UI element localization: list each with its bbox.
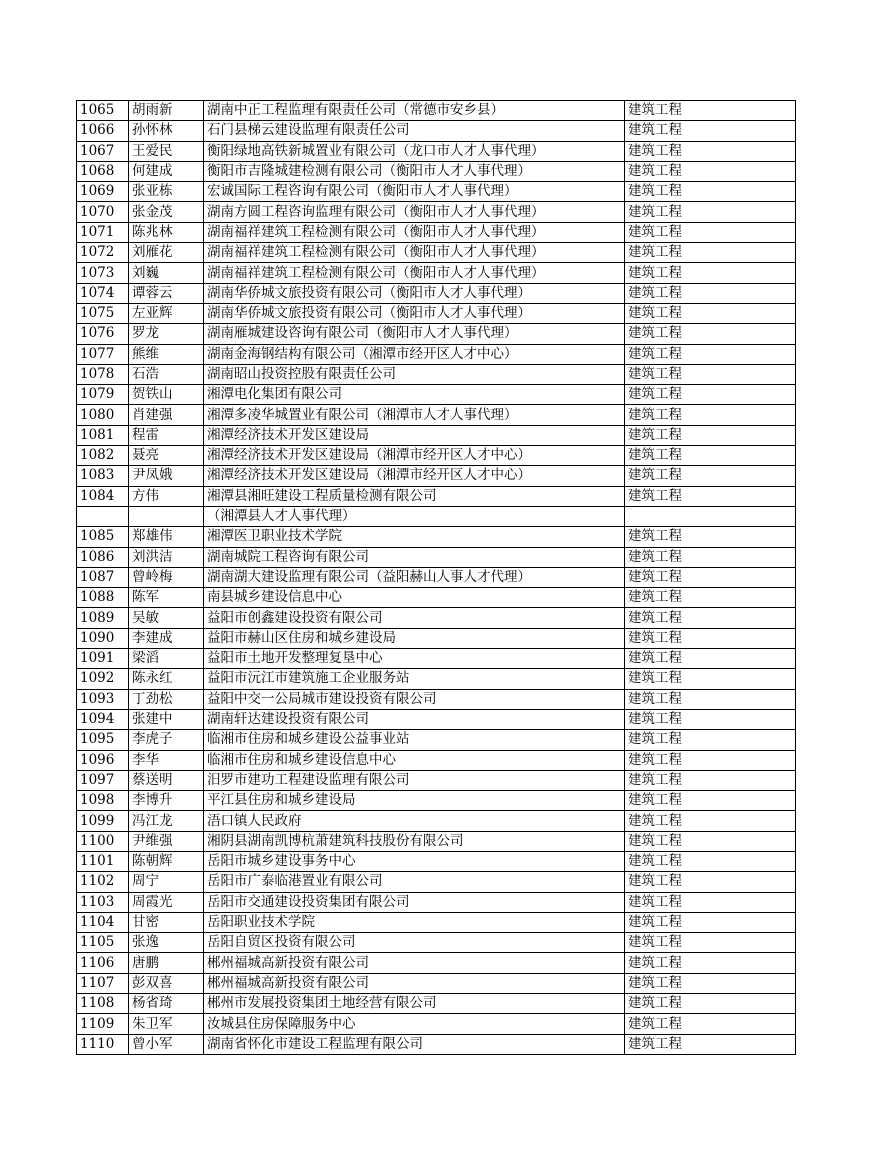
organization-cell: 湖南城院工程咨询有限公司 [204,547,625,567]
category-cell: 建筑工程 [625,872,796,892]
person-name-cell: 胡雨新 [129,101,204,121]
category-cell: 建筑工程 [625,709,796,729]
category-cell: 建筑工程 [625,446,796,466]
table-row [77,588,796,608]
row-number-cell: 1074 [77,283,129,303]
row-number-cell: 1107 [77,973,129,993]
row-number-cell: 1071 [77,222,129,242]
organization-cell: 益阳市创鑫建设投资有限公司 [204,608,625,628]
person-name-cell: 程雷 [129,425,204,445]
table-row [77,364,796,384]
table-row [77,425,796,445]
roster-table [76,100,796,1055]
category-cell: 建筑工程 [625,608,796,628]
row-number-cell: 1083 [77,466,129,486]
person-name-cell: 谭蓉云 [129,283,204,303]
category-cell: 建筑工程 [625,222,796,242]
table-row [77,567,796,587]
person-name-cell: 张亚栋 [129,182,204,202]
table-row [77,1034,796,1054]
person-name-cell: 石浩 [129,364,204,384]
row-number-cell: 1070 [77,202,129,222]
organization-cell: 汝城县住房保障服务中心 [204,1014,625,1034]
person-name-cell: 尹凤娥 [129,466,204,486]
row-number-cell: 1101 [77,851,129,871]
table-row [77,994,796,1014]
table-row [77,182,796,202]
row-number-cell: 1077 [77,344,129,364]
row-number-cell: 1093 [77,689,129,709]
row-number-cell: 1109 [77,1014,129,1034]
category-cell: 建筑工程 [625,994,796,1014]
organization-cell: 益阳中交一公局城市建设投资有限公司 [204,689,625,709]
person-name-cell: 朱卫军 [129,1014,204,1034]
table-row [77,405,796,425]
category-cell: 建筑工程 [625,1034,796,1054]
table-row [77,101,796,121]
category-cell: 建筑工程 [625,324,796,344]
organization-cell: （湘潭县人才人事代理） [204,506,625,526]
row-number-cell: 1076 [77,324,129,344]
person-name-cell: 杨省琦 [129,994,204,1014]
organization-cell: 衡阳绿地高铁新城置业有限公司（龙口市人才人事代理） [204,141,625,161]
person-name-cell: 张金茂 [129,202,204,222]
person-name-cell: 王爱民 [129,141,204,161]
row-number-cell: 1098 [77,791,129,811]
table-row [77,466,796,486]
category-cell: 建筑工程 [625,811,796,831]
category-cell: 建筑工程 [625,1014,796,1034]
table-row [77,283,796,303]
table-row [77,324,796,344]
category-cell: 建筑工程 [625,831,796,851]
organization-cell: 郴州市发展投资集团土地经营有限公司 [204,994,625,1014]
table-row [77,243,796,263]
row-number-cell: 1110 [77,1034,129,1054]
person-name-cell: 冯江龙 [129,811,204,831]
organization-cell: 湖南昭山投资控股有限责任公司 [204,364,625,384]
category-cell: 建筑工程 [625,385,796,405]
table-row [77,912,796,932]
category-cell: 建筑工程 [625,588,796,608]
organization-cell: 岳阳市城乡建设事务中心 [204,851,625,871]
category-cell: 建筑工程 [625,486,796,506]
row-number-cell: 1073 [77,263,129,283]
organization-cell: 郴州福城高新投资有限公司 [204,973,625,993]
table-row [77,1014,796,1034]
organization-cell: 岳阳自贸区投资有限公司 [204,933,625,953]
person-name-cell: 丁劲松 [129,689,204,709]
organization-cell: 湖南华侨城文旅投资有限公司（衡阳市人才人事代理） [204,283,625,303]
row-number-cell: 1106 [77,953,129,973]
row-number-cell: 1082 [77,446,129,466]
organization-cell: 衡阳市吉隆城建检测有限公司（衡阳市人才人事代理） [204,161,625,181]
organization-cell: 湘潭电化集团有限公司 [204,385,625,405]
organization-cell: 宏诚国际工程咨询有限公司（衡阳市人才人事代理） [204,182,625,202]
person-name-cell: 曾小军 [129,1034,204,1054]
organization-cell: 湘潭经济技术开发区建设局 [204,425,625,445]
person-name-cell: 陈永红 [129,669,204,689]
category-cell: 建筑工程 [625,101,796,121]
person-name-cell: 方伟 [129,486,204,506]
row-number-cell: 1090 [77,628,129,648]
person-name-cell: 李博升 [129,791,204,811]
person-name-cell: 聂亮 [129,446,204,466]
row-number-cell: 1103 [77,892,129,912]
category-cell: 建筑工程 [625,933,796,953]
person-name-cell: 刘雁花 [129,243,204,263]
person-name-cell [129,506,204,526]
category-cell [625,506,796,526]
row-number-cell: 1068 [77,161,129,181]
person-name-cell: 肖建强 [129,405,204,425]
organization-cell: 湘阴县湖南凯博杭萧建筑科技股份有限公司 [204,831,625,851]
person-name-cell: 陈兆林 [129,222,204,242]
row-number-cell: 1075 [77,303,129,323]
category-cell: 建筑工程 [625,730,796,750]
person-name-cell: 周宁 [129,872,204,892]
organization-cell: 湖南华侨城文旅投资有限公司（衡阳市人才人事代理） [204,303,625,323]
person-name-cell: 熊维 [129,344,204,364]
organization-cell: 岳阳市交通建设投资集团有限公司 [204,892,625,912]
organization-cell: 益阳市沅江市建筑施工企业服务站 [204,669,625,689]
person-name-cell: 罗龙 [129,324,204,344]
organization-cell: 湘潭县湘旺建设工程质量检测有限公司 [204,486,625,506]
table-row [77,851,796,871]
organization-cell: 湖南中正工程监理有限责任公司（常德市安乡县） [204,101,625,121]
category-cell: 建筑工程 [625,364,796,384]
row-number-cell: 1081 [77,425,129,445]
organization-cell: 浯口镇人民政府 [204,811,625,831]
table-row [77,344,796,364]
row-number-cell: 1104 [77,912,129,932]
table-row [77,202,796,222]
table-row [77,973,796,993]
table-row [77,527,796,547]
category-cell: 建筑工程 [625,912,796,932]
row-number-cell: 1069 [77,182,129,202]
organization-cell: 岳阳职业技术学院 [204,912,625,932]
person-name-cell: 甘密 [129,912,204,932]
row-number-cell: 1084 [77,486,129,506]
category-cell: 建筑工程 [625,202,796,222]
row-number-cell: 1096 [77,750,129,770]
table-row [77,303,796,323]
person-name-cell: 李虎子 [129,730,204,750]
category-cell: 建筑工程 [625,466,796,486]
category-cell: 建筑工程 [625,283,796,303]
row-number-cell: 1094 [77,709,129,729]
row-number-cell: 1088 [77,588,129,608]
category-cell: 建筑工程 [625,182,796,202]
person-name-cell: 唐鹏 [129,953,204,973]
table-row [77,161,796,181]
person-name-cell: 蔡送明 [129,770,204,790]
row-number-cell: 1092 [77,669,129,689]
organization-cell: 益阳市赫山区住房和城乡建设局 [204,628,625,648]
table-row [77,791,796,811]
category-cell: 建筑工程 [625,770,796,790]
table-row [77,263,796,283]
person-name-cell: 刘洪洁 [129,547,204,567]
person-name-cell: 陈朝辉 [129,851,204,871]
table-row [77,892,796,912]
category-cell: 建筑工程 [625,628,796,648]
person-name-cell: 曾岭梅 [129,567,204,587]
category-cell: 建筑工程 [625,973,796,993]
row-number-cell: 1086 [77,547,129,567]
table-row [77,770,796,790]
person-name-cell: 彭双喜 [129,973,204,993]
table-row [77,628,796,648]
category-cell: 建筑工程 [625,953,796,973]
row-number-cell: 1095 [77,730,129,750]
row-number-cell: 1087 [77,567,129,587]
category-cell: 建筑工程 [625,303,796,323]
organization-cell: 湘潭医卫职业技术学院 [204,527,625,547]
table-row [77,608,796,628]
person-name-cell: 何建成 [129,161,204,181]
person-name-cell: 张建中 [129,709,204,729]
table-row [77,669,796,689]
organization-cell: 湖南轩达建设投资有限公司 [204,709,625,729]
organization-cell: 岳阳市广泰临港置业有限公司 [204,872,625,892]
row-number-cell: 1085 [77,527,129,547]
row-number-cell [77,506,129,526]
person-name-cell: 李华 [129,750,204,770]
organization-cell: 湘潭经济技术开发区建设局（湘潭市经开区人才中心） [204,446,625,466]
category-cell: 建筑工程 [625,527,796,547]
person-name-cell: 李建成 [129,628,204,648]
table-row [77,730,796,750]
table-row [77,141,796,161]
category-cell: 建筑工程 [625,344,796,364]
table-row [77,953,796,973]
organization-cell: 平江县住房和城乡建设局 [204,791,625,811]
person-name-cell: 吴敏 [129,608,204,628]
row-number-cell: 1079 [77,385,129,405]
table-row [77,385,796,405]
row-number-cell: 1108 [77,994,129,1014]
row-number-cell: 1097 [77,770,129,790]
category-cell: 建筑工程 [625,750,796,770]
row-number-cell: 1091 [77,649,129,669]
table-row [77,831,796,851]
person-name-cell: 孙怀林 [129,121,204,141]
row-number-cell: 1072 [77,243,129,263]
person-name-cell: 郑雄伟 [129,527,204,547]
category-cell: 建筑工程 [625,567,796,587]
person-name-cell: 张逸 [129,933,204,953]
organization-cell: 湖南湖大建设监理有限公司（益阳赫山人事人才代理） [204,567,625,587]
person-name-cell: 梁滔 [129,649,204,669]
table-row [77,486,796,506]
organization-cell: 临湘市住房和城乡建设公益事业站 [204,730,625,750]
organization-cell: 湘潭经济技术开发区建设局（湘潭市经开区人才中心） [204,466,625,486]
organization-cell: 临湘市住房和城乡建设信息中心 [204,750,625,770]
row-number-cell: 1099 [77,811,129,831]
row-number-cell: 1080 [77,405,129,425]
category-cell: 建筑工程 [625,243,796,263]
organization-cell: 湖南福祥建筑工程检测有限公司（衡阳市人才人事代理） [204,222,625,242]
organization-cell: 湖南福祥建筑工程检测有限公司（衡阳市人才人事代理） [204,243,625,263]
organization-cell: 南县城乡建设信息中心 [204,588,625,608]
category-cell: 建筑工程 [625,263,796,283]
category-cell: 建筑工程 [625,892,796,912]
table-row [77,506,796,526]
organization-cell: 郴州福城高新投资有限公司 [204,953,625,973]
person-name-cell: 陈军 [129,588,204,608]
organization-cell: 湖南雁城建设咨询有限公司（衡阳市人才人事代理） [204,324,625,344]
organization-cell: 汨罗市建功工程建设监理有限公司 [204,770,625,790]
category-cell: 建筑工程 [625,669,796,689]
table-row [77,547,796,567]
organization-cell: 湖南福祥建筑工程检测有限公司（衡阳市人才人事代理） [204,263,625,283]
table-row [77,689,796,709]
row-number-cell: 1102 [77,872,129,892]
category-cell: 建筑工程 [625,649,796,669]
row-number-cell: 1100 [77,831,129,851]
table-row [77,709,796,729]
organization-cell: 石门县梯云建设监理有限责任公司 [204,121,625,141]
table-row [77,222,796,242]
organization-cell: 湖南方圆工程咨询监理有限公司（衡阳市人才人事代理） [204,202,625,222]
table-row [77,446,796,466]
person-name-cell: 左亚辉 [129,303,204,323]
organization-cell: 湘潭多凌华城置业有限公司（湘潭市人才人事代理） [204,405,625,425]
category-cell: 建筑工程 [625,121,796,141]
table-row [77,121,796,141]
category-cell: 建筑工程 [625,141,796,161]
table-row [77,933,796,953]
person-name-cell: 周霞光 [129,892,204,912]
category-cell: 建筑工程 [625,547,796,567]
row-number-cell: 1105 [77,933,129,953]
category-cell: 建筑工程 [625,161,796,181]
organization-cell: 湖南金海钢结构有限公司（湘潭市经开区人才中心） [204,344,625,364]
category-cell: 建筑工程 [625,405,796,425]
row-number-cell: 1078 [77,364,129,384]
person-name-cell: 贺铁山 [129,385,204,405]
person-name-cell: 刘巍 [129,263,204,283]
category-cell: 建筑工程 [625,791,796,811]
category-cell: 建筑工程 [625,689,796,709]
table-row [77,872,796,892]
row-number-cell: 1089 [77,608,129,628]
table-row [77,750,796,770]
table-row [77,811,796,831]
person-name-cell: 尹维强 [129,831,204,851]
category-cell: 建筑工程 [625,851,796,871]
category-cell: 建筑工程 [625,425,796,445]
roster-table-body [77,101,796,1055]
row-number-cell: 1065 [77,101,129,121]
organization-cell: 湖南省怀化市建设工程监理有限公司 [204,1034,625,1054]
organization-cell: 益阳市土地开发整理复垦中心 [204,649,625,669]
table-row [77,649,796,669]
row-number-cell: 1066 [77,121,129,141]
row-number-cell: 1067 [77,141,129,161]
